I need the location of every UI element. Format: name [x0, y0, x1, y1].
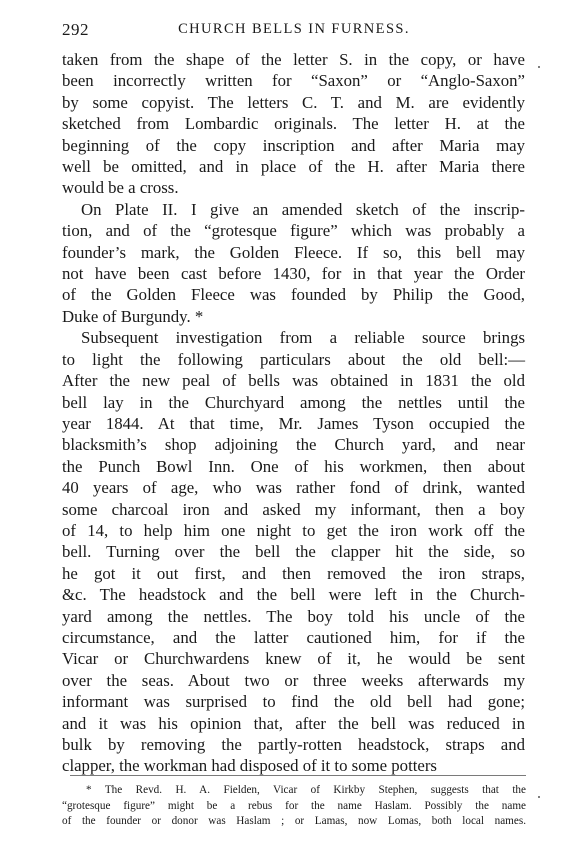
- text-line: well be omitted, and in place of the H. after Maria there: [62, 157, 525, 177]
- margin-speck: [538, 796, 540, 798]
- text-line: clapper, the workman had disposed of it to some potters: [62, 756, 437, 776]
- text-line: On Plate II. I give an amended sketch of the inscrip-: [81, 199, 525, 219]
- text-line: by some copyist. The letters C. T. and M. are evidently: [62, 92, 525, 112]
- text-line: bell lay in the Churchyard among the nettles until the: [62, 392, 525, 412]
- footnote-line: * The Revd. H. A. Fielden, Vicar of Kirkby Stephen, suggests that the: [86, 784, 526, 796]
- text-line: some charcoal iron and asked my informant, then a boy: [62, 499, 525, 519]
- text-line: over the seas. About two or three weeks afterwards my: [62, 670, 525, 690]
- footnote-line: of the founder or donor was Haslam ; or Lamas, now Lomas, both local names.: [62, 815, 526, 828]
- text-line: &c. The headstock and the bell were left in the Church-: [62, 585, 525, 605]
- text-line: After the new peal of bells was obtained in 1831 the old: [62, 371, 525, 391]
- margin-speck: [538, 66, 540, 68]
- text-line: to light the following particulars about the old bell:—: [62, 349, 525, 369]
- text-line: and it was his opinion that, after the bell was reduced in: [62, 713, 525, 733]
- paragraph-1: [62, 49, 525, 199]
- text-line: yard among the nettles. The boy told his uncle of the: [62, 606, 525, 626]
- text-line: the Punch Bowl Inn. One of his workmen, then about: [62, 456, 525, 476]
- footnote-rule: [70, 775, 526, 776]
- text-line: year 1844. At that time, Mr. James Tyson occupied the: [62, 413, 525, 433]
- page-number: 292: [62, 20, 89, 39]
- page-header: [62, 20, 526, 42]
- text-line: founder’s mark, the Golden Fleece. If so, this bell may: [62, 242, 525, 262]
- text-line: circumstance, and the latter cautioned him, for if the: [62, 627, 525, 647]
- text-line: not have been cast before 1430, for in that year the Order: [62, 264, 525, 284]
- text-line: Subsequent investigation from a reliable source brings: [81, 328, 525, 348]
- text-line: he got it out first, and then removed the iron straps,: [62, 563, 525, 583]
- text-line: tion, and of the “grotesque figure” which was probably a: [62, 221, 525, 241]
- text-line: sketched from Lombardic originals. The letter H. at the: [62, 114, 525, 134]
- paragraph-2: [62, 199, 525, 327]
- text-line: beginning of the copy inscription and after Maria may: [62, 135, 525, 155]
- text-line: of the Golden Fleece was founded by Philip the Good,: [62, 285, 525, 305]
- text-line: Vicar or Churchwardens knew of it, he would be sent: [62, 649, 525, 669]
- text-line: of 14, to help him one night to get the iron work off the: [62, 520, 525, 540]
- text-line: informant was surprised to find the old bell had gone;: [62, 692, 525, 712]
- text-line: Duke of Burgundy. *: [62, 306, 204, 326]
- text-line: been incorrectly written for “Saxon” or “Anglo-Saxon”: [62, 71, 525, 91]
- footnote-line: “grotesque figure” might be a rebus for the name Haslam. Possibly the name: [62, 799, 526, 812]
- paragraph-3: [62, 327, 525, 777]
- text-line: would be a cross.: [62, 178, 179, 198]
- text-line: 40 years of age, who was rather fond of drink, wanted: [62, 478, 525, 498]
- body-text: [62, 49, 525, 777]
- text-line: bell. Turning over the bell the clapper hit the side, so: [62, 542, 525, 562]
- running-head: CHURCH BELLS IN FURNESS.: [178, 21, 410, 37]
- footnote: [62, 783, 526, 830]
- text-line: blacksmith’s shop adjoining the Church yard, and near: [62, 435, 525, 455]
- text-line: bulk by removing the partly-rotten headstock, straps and: [62, 735, 525, 754]
- text-line: taken from the shape of the letter S. in the copy, or have: [62, 50, 525, 69]
